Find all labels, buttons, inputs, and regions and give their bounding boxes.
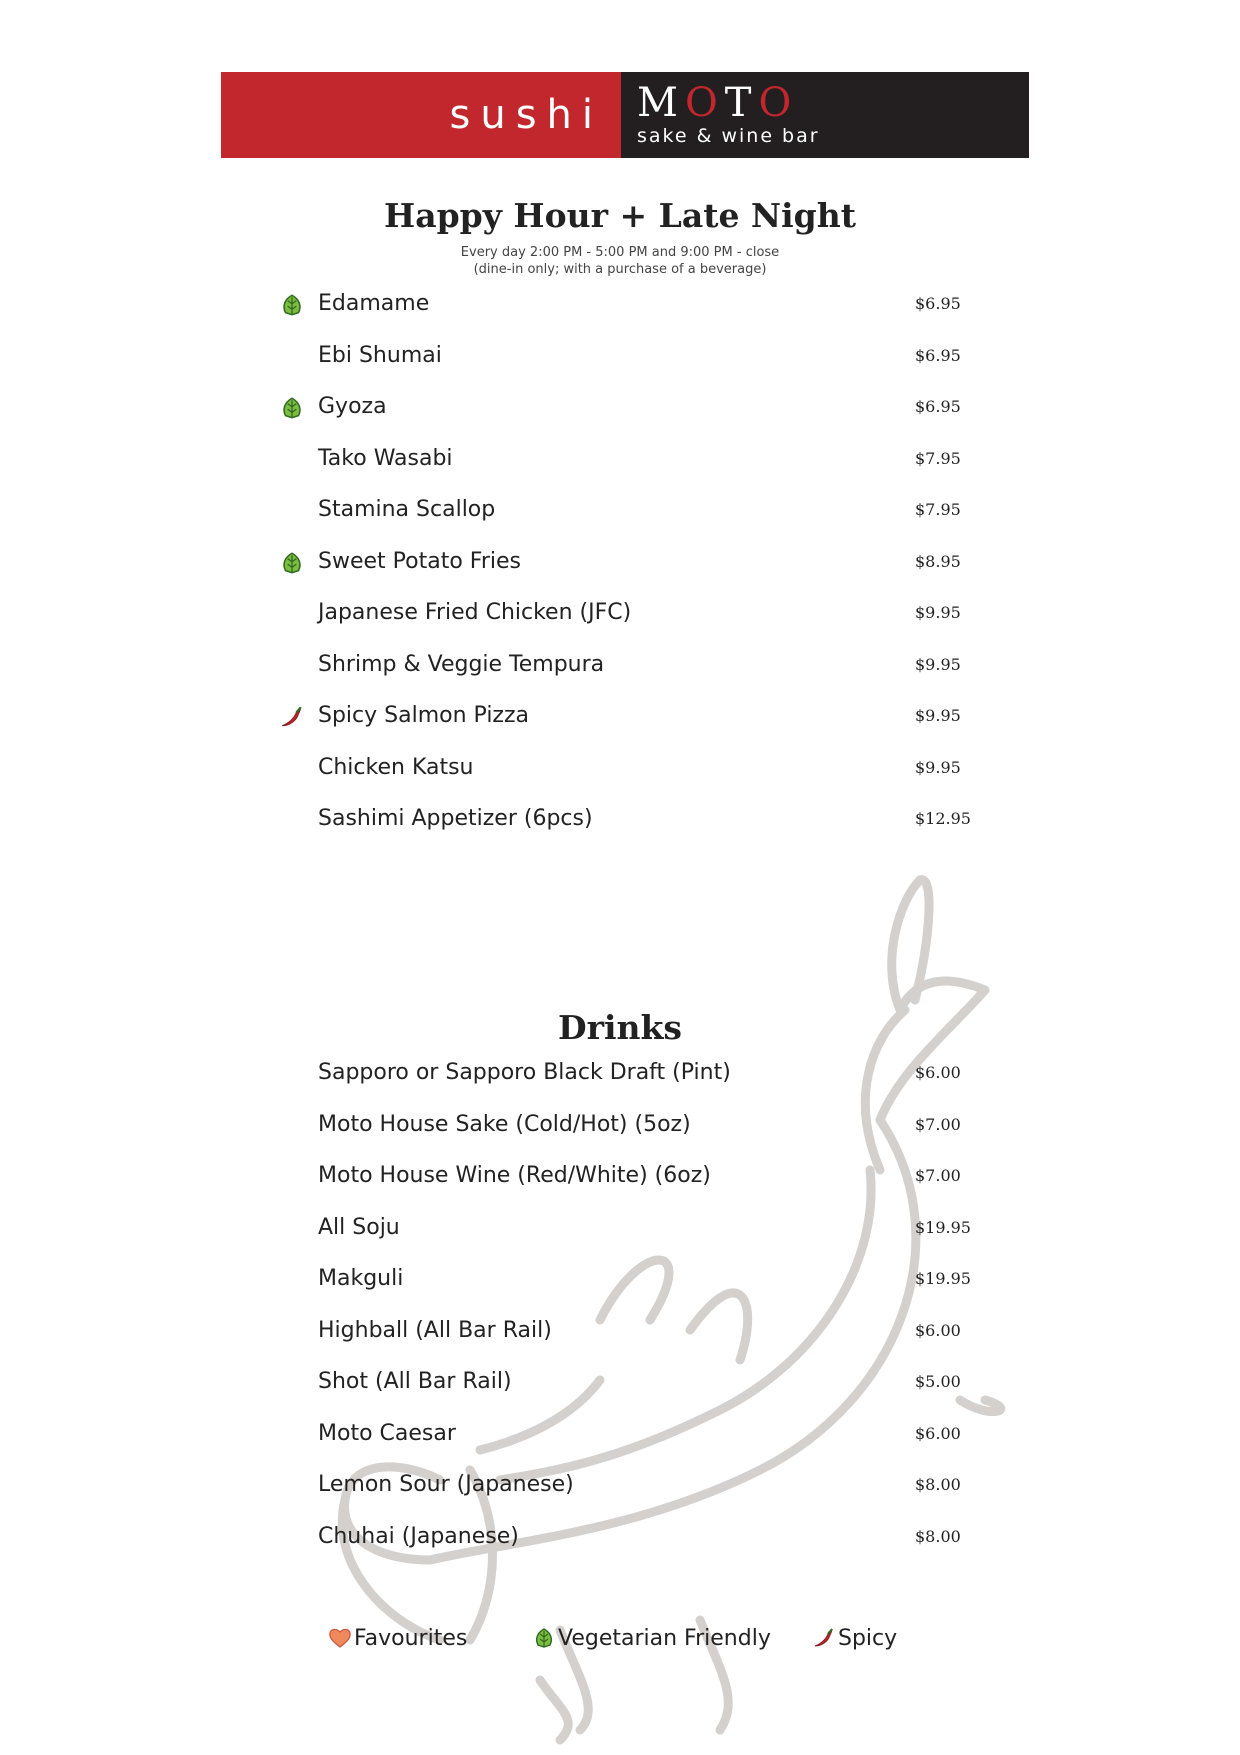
happy-hour-hours: Every day 2:00 PM - 5:00 PM and 9:00 PM - close <box>460 245 780 260</box>
banner-right-dark <box>621 72 1029 158</box>
menu-item-price: $9.95 <box>915 757 961 777</box>
menu-item-price: $6.00 <box>915 1320 961 1340</box>
menu-item-price: $7.95 <box>915 500 961 519</box>
menu-item-name: Sweet Potato Fries <box>318 548 521 574</box>
legend-vegetarian <box>532 1618 771 1658</box>
menu-item-price: $6.95 <box>915 294 961 313</box>
menu-item-row <box>0 286 1240 326</box>
menu-item-row <box>0 595 1240 635</box>
menu-item-price: $19.95 <box>915 1269 971 1288</box>
brand-moto-o2: O <box>758 80 799 126</box>
menu-item-price: $6.00 <box>915 1423 961 1443</box>
happy-hour-note: (dine-in only; with a purchase of a beverage) <box>473 262 767 277</box>
menu-item-row <box>0 647 1240 687</box>
menu-item-name: Edamame <box>318 291 430 316</box>
legend-spicy-label: Spicy <box>838 1625 898 1651</box>
menu-item-row <box>0 1364 1240 1404</box>
menu-item-row <box>0 801 1240 841</box>
menu-item-row <box>0 1467 1240 1507</box>
menu-item-price: $6.95 <box>915 397 961 416</box>
legend-spicy <box>812 1618 897 1658</box>
happy-hour-subtitle <box>0 244 1240 278</box>
legend-favourites <box>328 1618 467 1658</box>
menu-item-name: All Soju <box>318 1214 400 1240</box>
menu-item-name: Sashimi Appetizer (6pcs) <box>318 806 593 831</box>
leaf-icon <box>532 1626 556 1650</box>
legend-vegetarian-label: Vegetarian Friendly <box>558 1625 771 1651</box>
menu-item-row <box>0 544 1240 584</box>
menu-item-name: Japanese Fried Chicken (JFC) <box>318 600 632 625</box>
menu-item-name: Ebi Shumai <box>318 342 442 368</box>
brand-subtitle: sake & wine bar <box>637 125 820 147</box>
menu-item-row <box>0 750 1240 790</box>
menu-item-name: Shot (All Bar Rail) <box>318 1369 512 1394</box>
drinks-title: Drinks <box>558 1008 682 1047</box>
menu-item-name: Stamina Scallop <box>318 497 496 522</box>
menu-item-price: $19.95 <box>915 1217 971 1237</box>
menu-item-row <box>0 492 1240 532</box>
menu-item-name: Highball (All Bar Rail) <box>318 1317 552 1343</box>
menu-item-name: Gyoza <box>318 394 387 419</box>
heart-icon <box>328 1626 352 1650</box>
menu-item-price: $12.95 <box>915 809 971 828</box>
menu-item-name: Sapporo or Sapporo Black Draft (Pint) <box>318 1060 731 1085</box>
menu-item-price: $7.00 <box>915 1114 961 1134</box>
menu-item-name: Moto House Sake (Cold/Hot) (5oz) <box>318 1111 691 1137</box>
menu-item-name: Chicken Katsu <box>318 754 474 780</box>
menu-item-price: $6.95 <box>915 345 961 365</box>
leaf-icon <box>279 395 305 421</box>
menu-item-row <box>0 389 1240 429</box>
menu-item-name: Lemon Sour (Japanese) <box>318 1472 574 1497</box>
menu-item-name: Tako Wasabi <box>318 445 453 471</box>
brand-moto-o1: O <box>684 80 725 126</box>
brand-moto-t: T <box>724 80 759 126</box>
menu-item-row <box>0 1261 1240 1301</box>
menu-item-row <box>0 1519 1240 1559</box>
menu-item-price: $5.00 <box>915 1372 961 1391</box>
menu-item-name: Shrimp & Veggie Tempura <box>318 651 605 677</box>
menu-item-price: $9.95 <box>915 654 961 674</box>
menu-item-price: $8.00 <box>915 1526 961 1546</box>
legend-favourites-label: Favourites <box>354 1625 468 1651</box>
menu-item-price: $8.00 <box>915 1475 961 1494</box>
chili-icon <box>279 704 305 730</box>
menu-item-price: $8.95 <box>915 551 961 571</box>
brand-moto <box>637 80 1029 126</box>
menu-item-name: Moto Caesar <box>318 1420 456 1446</box>
menu-item-price: $7.00 <box>915 1166 961 1185</box>
brand-moto-m: M <box>637 80 685 126</box>
menu-item-price: $7.95 <box>915 448 961 468</box>
menu-item-row <box>0 1210 1240 1250</box>
menu-item-price: $6.00 <box>915 1063 961 1082</box>
menu-item-row <box>0 1158 1240 1198</box>
leaf-icon <box>279 550 305 576</box>
menu-item-row <box>0 1055 1240 1095</box>
menu-item-name: Moto House Wine (Red/White) (6oz) <box>318 1163 711 1188</box>
menu-item-price: $9.95 <box>915 603 961 622</box>
menu-item-row <box>0 338 1240 378</box>
menu-item-row <box>0 1107 1240 1147</box>
banner-left-red <box>221 72 621 158</box>
chili-icon <box>812 1626 836 1650</box>
menu-item-row <box>0 698 1240 738</box>
menu-item-price: $9.95 <box>915 706 961 725</box>
leaf-icon <box>279 292 305 318</box>
menu-item-row <box>0 1313 1240 1353</box>
menu-item-name: Spicy Salmon Pizza <box>318 703 530 728</box>
menu-item-row <box>0 441 1240 481</box>
menu-item-name: Makguli <box>318 1266 404 1291</box>
header-banner <box>221 72 1029 158</box>
menu-item-row <box>0 1416 1240 1456</box>
brand-sushi: sushi <box>449 92 603 138</box>
happy-hour-title: Happy Hour + Late Night <box>384 196 856 235</box>
menu-item-name: Chuhai (Japanese) <box>318 1523 519 1549</box>
